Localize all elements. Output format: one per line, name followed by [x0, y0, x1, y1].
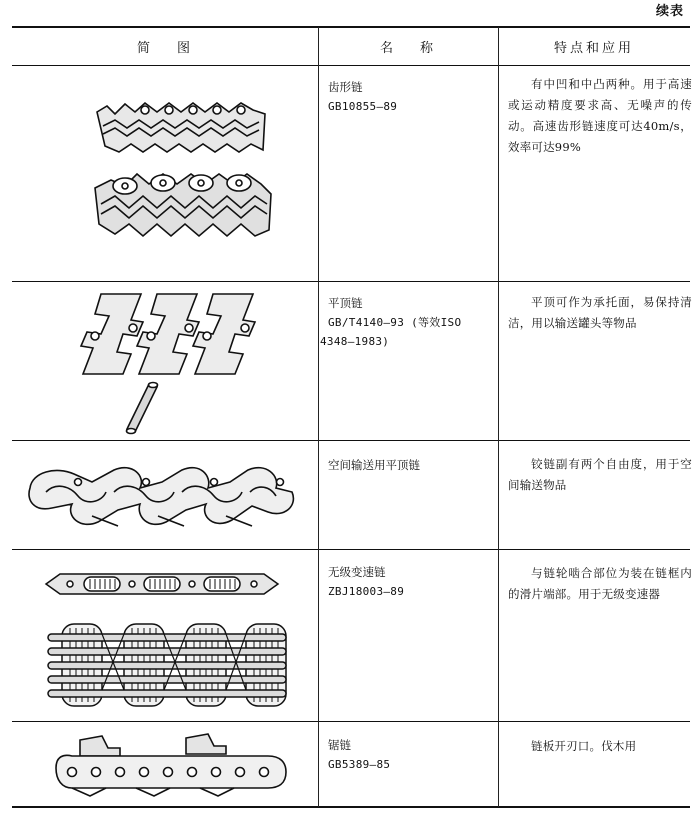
header-diagram [12, 27, 318, 65]
row-2-standard: GB/T4140—93 (等效ISO [328, 316, 462, 329]
row-4-name-cell [328, 563, 498, 601]
row-3-name: 空间输送用平顶链 [328, 458, 420, 472]
saw-chain-illustration [50, 730, 290, 802]
row-5-features: 链板开刃口。伐木用 [531, 739, 637, 753]
row-5-name-cell [328, 736, 498, 774]
row-divider-2 [12, 440, 690, 441]
variable-speed-chain-illustration [40, 562, 290, 712]
row-2-standard-extra: 4348—1983) [320, 335, 390, 348]
row-5-name: 锯链 [328, 738, 351, 752]
column-divider-2 [498, 27, 499, 807]
row-4-standard: ZBJ18003—89 [328, 585, 405, 598]
row-1-features: 有中凹和中凸两种。用于高速或运动精度要求高、无噪声的传动。高速齿形链速度可达40m/s，效率可达99% [508, 77, 692, 154]
continuation-label: 续表 [655, 4, 684, 19]
row-divider-3 [12, 549, 690, 550]
flat-top-chain-illustration [65, 286, 265, 436]
header-diagram-char-1: 简 [136, 40, 153, 56]
row-1-name: 齿形链 [328, 80, 363, 94]
header-features: 特点和应用 [553, 40, 634, 56]
header-name-char-1: 名 [379, 40, 396, 56]
header-diagram-char-2: 图 [177, 40, 194, 56]
table-bottom-rule [12, 806, 690, 808]
row-4-features: 与链轮啮合部位为装在链框内的滑片端部。用于无级变速器 [508, 566, 692, 601]
row-3-name-cell [328, 456, 498, 475]
row-divider-4 [12, 721, 690, 722]
row-2-name-cell [320, 294, 498, 351]
row-3-features: 铰链副有两个自由度，用于空间输送物品 [508, 457, 692, 492]
row-divider-1 [12, 281, 690, 282]
row-2-name: 平顶链 [328, 296, 363, 310]
row-2-features: 平顶可作为承托面，易保持清洁，用以输送罐头等物品 [508, 295, 692, 330]
row-1-name-cell [328, 78, 498, 116]
column-divider-1 [318, 27, 319, 807]
header-name-char-2: 称 [420, 40, 437, 56]
header-name [318, 27, 498, 65]
spatial-conveyor-chain-illustration [22, 452, 302, 537]
row-1-standard: GB10855—89 [328, 100, 398, 113]
row-5-standard: GB5389—85 [328, 758, 391, 771]
row-4-name: 无级变速链 [328, 565, 386, 579]
toothed-chain-illustration [85, 90, 285, 250]
header-bottom-rule [12, 65, 690, 66]
